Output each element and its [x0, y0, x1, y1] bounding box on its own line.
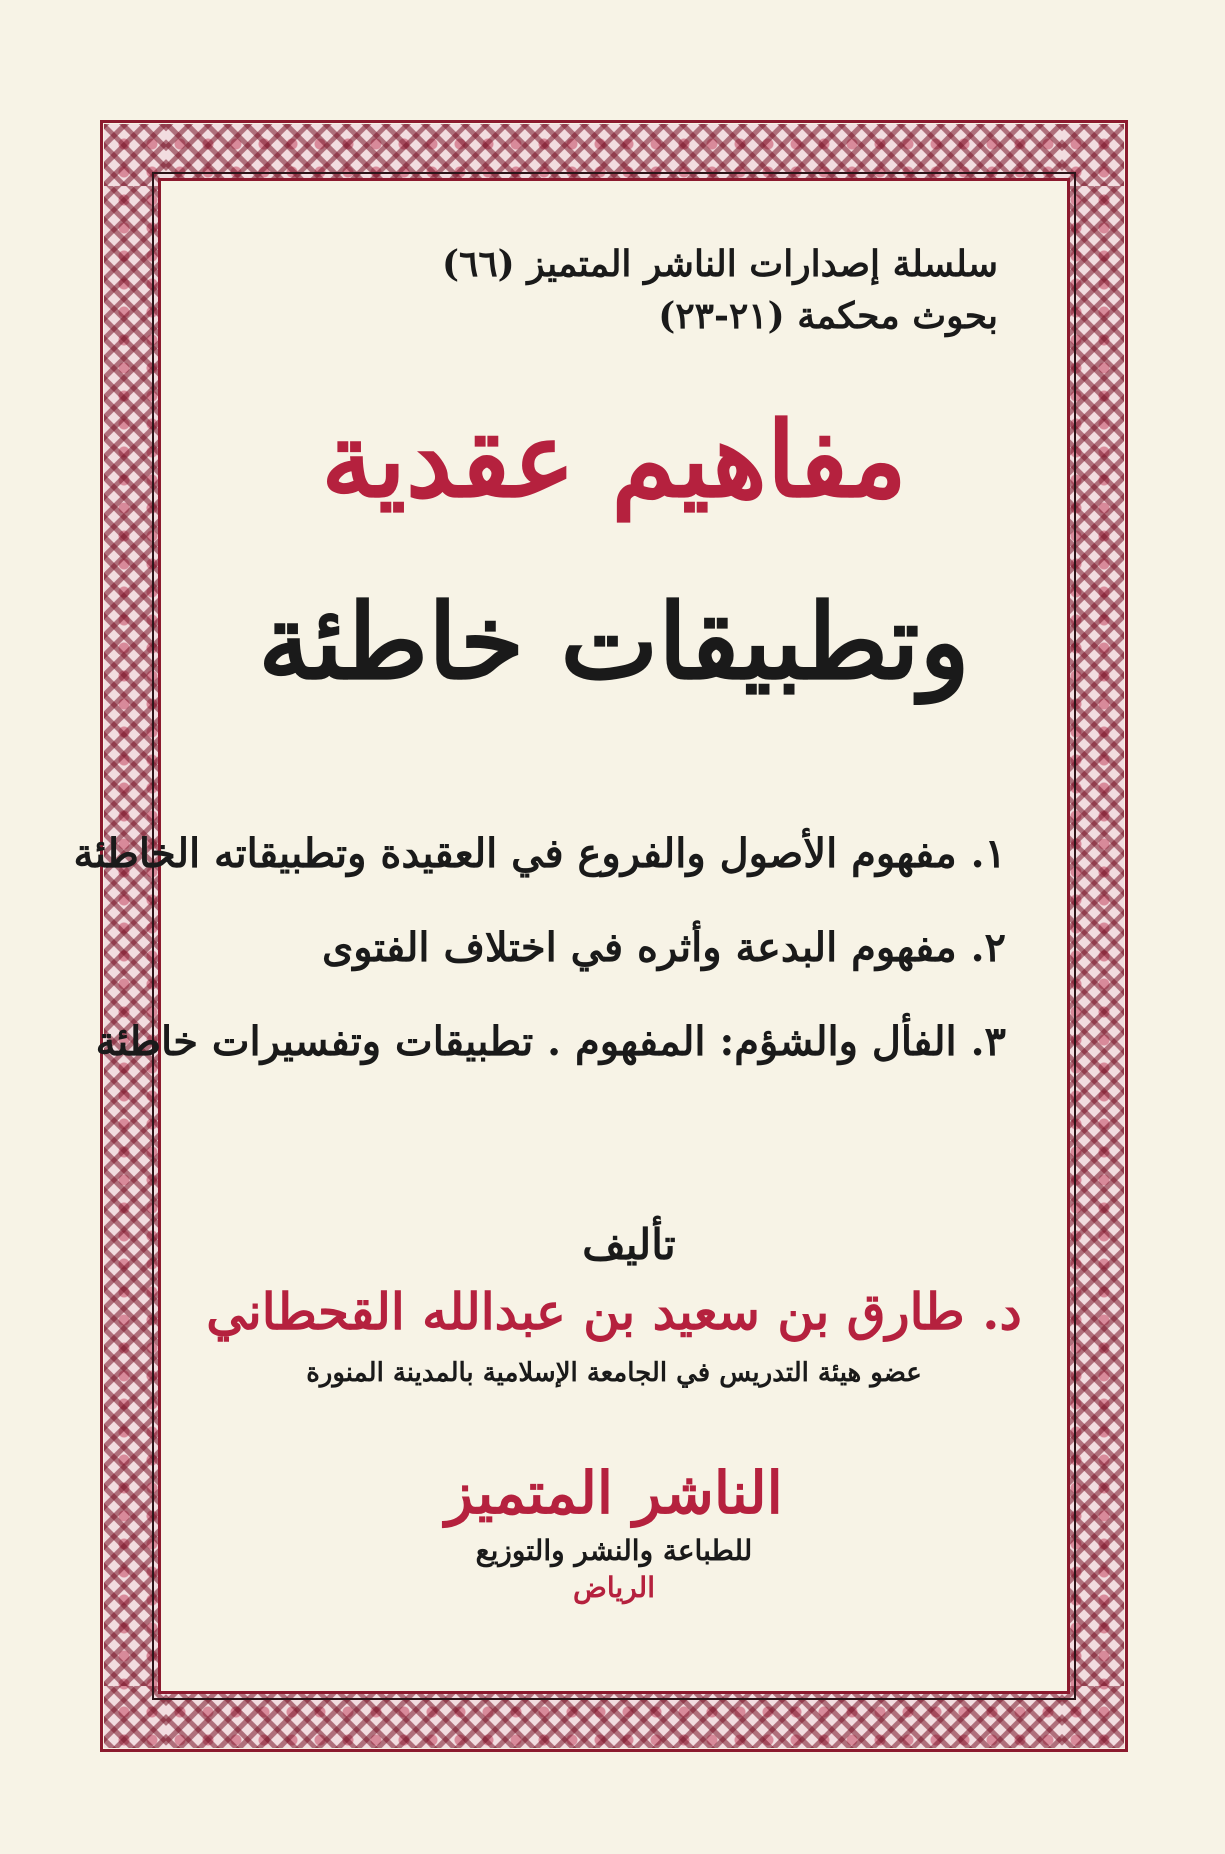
publisher-block	[170, 1459, 1058, 1604]
main-title-line1: مفاهيم عقدية	[321, 398, 907, 521]
series-info	[442, 238, 998, 342]
topic-item: ٢. مفهوم البدعة وأثره في اختلاف الفتوى	[321, 924, 1006, 971]
main-title-line2: وتطبيقات خاطئة	[258, 580, 970, 703]
topics-list	[73, 830, 1006, 1112]
series-line: سلسلة إصدارات الناشر المتميز (٦٦)	[441, 243, 998, 285]
publisher-name: الناشر المتميز	[445, 1459, 783, 1527]
series-subline: بحوث محكمة (٢١-٢٣)	[658, 295, 998, 338]
cover-content	[73, 190, 1058, 1680]
publisher-city: الرياض	[573, 1570, 655, 1604]
author-label: تأليف	[582, 1220, 676, 1269]
author-role: عضو هيئة التدريس في الجامعة الإسلامية بالمدينة المنورة	[306, 1358, 922, 1388]
publisher-subtitle: للطباعة والنشر والتوزيع	[475, 1533, 753, 1567]
topic-item: ١. مفهوم الأصول والفروع في العقيدة وتطبيقاته الخاطئة	[73, 830, 1006, 877]
topic-item: ٣. الفأل والشؤم: المفهوم . تطبيقات وتفسيرات خاطئة	[95, 1018, 1006, 1065]
author-name: د. طارق بن سعيد بن عبدالله القحطاني	[206, 1282, 1022, 1341]
